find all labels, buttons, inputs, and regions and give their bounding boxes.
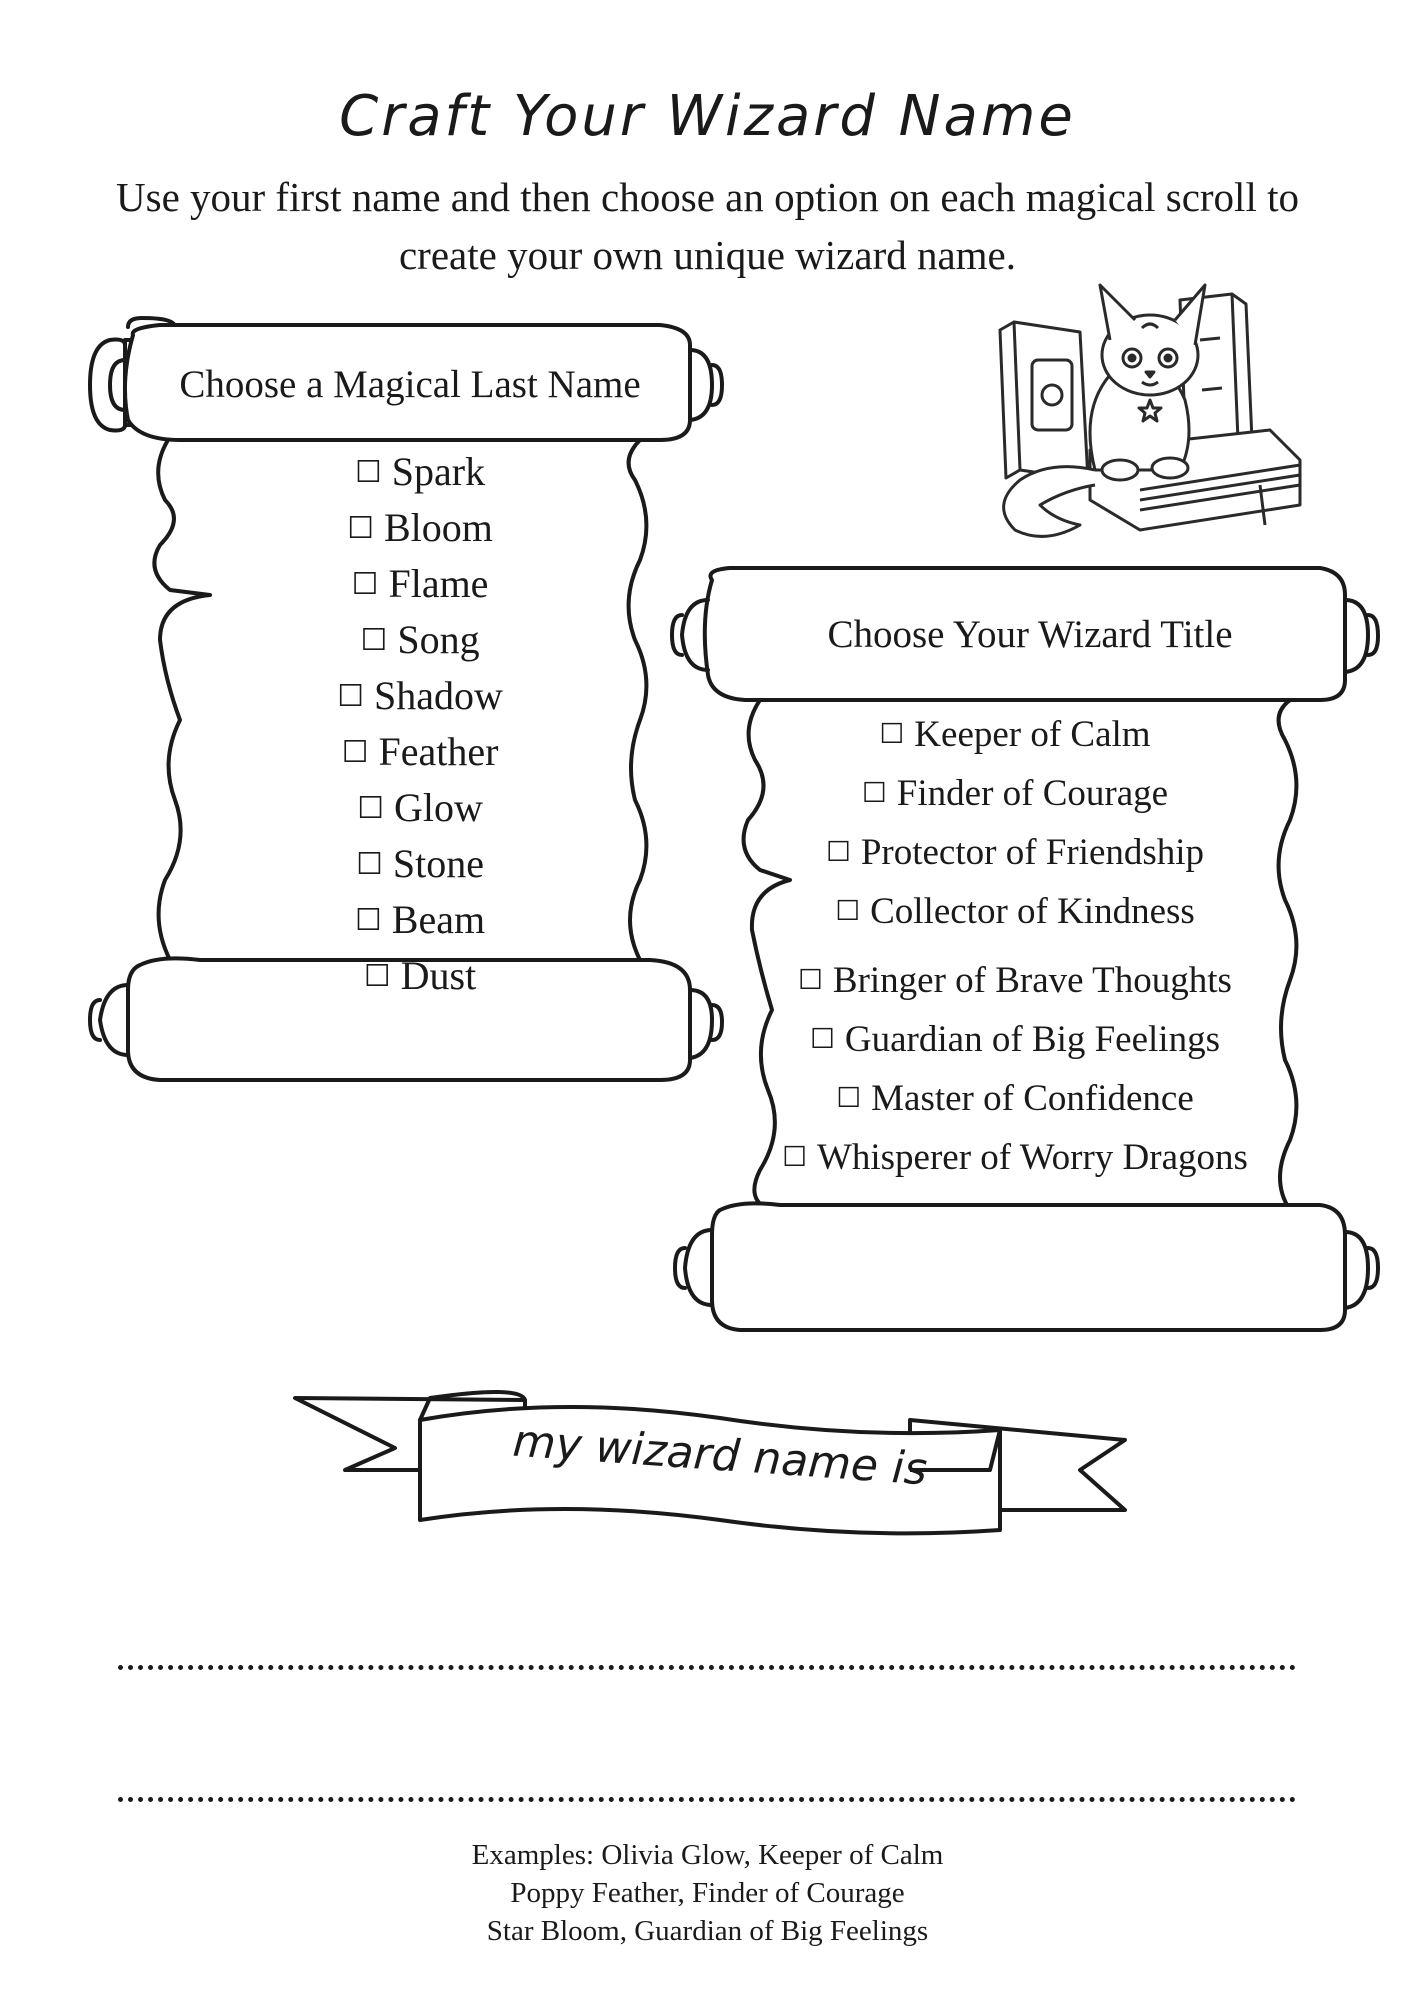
last-name-options <box>160 446 680 1006</box>
checkbox-icon[interactable]: ☐ <box>360 623 388 658</box>
checkbox-icon[interactable]: ☐ <box>825 835 851 868</box>
option-label: Shadow <box>374 673 503 718</box>
option-label: Bloom <box>384 505 493 550</box>
option-label: Dust <box>400 953 477 998</box>
wizard-title-scroll-heading: Choose Your Wizard Title <box>827 613 1233 656</box>
option-label: Glow <box>394 785 483 830</box>
checkbox-icon[interactable]: ☐ <box>357 791 384 826</box>
option-item[interactable] <box>750 1070 1280 1129</box>
option-label: Stone <box>392 841 485 886</box>
checkbox-icon[interactable]: ☐ <box>810 1022 835 1055</box>
option-label: Finder of Courage <box>896 773 1169 814</box>
option-label: Collector of Kindness <box>870 891 1195 932</box>
checkbox-icon[interactable]: ☐ <box>835 894 861 927</box>
option-item[interactable] <box>160 502 680 558</box>
checkbox-icon[interactable]: ☐ <box>363 959 391 994</box>
checkbox-icon[interactable]: ☐ <box>836 1081 862 1114</box>
option-item[interactable] <box>750 1129 1280 1188</box>
option-item[interactable] <box>160 558 680 614</box>
option-label: Spark <box>391 449 486 494</box>
option-item[interactable] <box>160 614 680 670</box>
option-item[interactable] <box>750 952 1280 1011</box>
option-label: Keeper of Calm <box>914 714 1151 755</box>
example-line: Star Bloom, Guardian of Big Feelings <box>486 1915 929 1947</box>
checkbox-icon[interactable]: ☐ <box>861 776 887 809</box>
option-item[interactable] <box>160 782 680 838</box>
wizard-name-banner-label: my wizard name is <box>511 1415 929 1496</box>
name-write-line-2[interactable] <box>118 1797 1296 1802</box>
checkbox-icon[interactable]: ☐ <box>782 1140 807 1173</box>
page-title: Craft Your Wizard Name <box>339 84 1076 149</box>
option-item[interactable] <box>160 894 680 950</box>
option-label: Master of Confidence <box>871 1078 1194 1119</box>
option-item[interactable] <box>750 706 1280 765</box>
example-line: Poppy Feather, Finder of Courage <box>510 1877 905 1909</box>
checkbox-icon[interactable]: ☐ <box>347 511 374 546</box>
option-label: Song <box>397 617 480 662</box>
option-label: Beam <box>391 897 486 942</box>
checkbox-icon[interactable]: ☐ <box>354 455 382 490</box>
option-label: Bringer of Brave Thoughts <box>832 960 1232 1001</box>
option-label: Whisperer of Worry Dragons <box>816 1137 1248 1178</box>
wizard-title-options <box>750 706 1280 1188</box>
checkbox-icon[interactable]: ☐ <box>354 903 382 938</box>
option-item[interactable] <box>160 670 680 726</box>
option-item[interactable] <box>750 1011 1280 1070</box>
instructions-text: Use your first name and then choose an option on each magical scroll to create your own unique wizard name. <box>116 174 1299 278</box>
option-item[interactable] <box>160 950 680 1006</box>
option-item[interactable] <box>750 883 1280 942</box>
examples-block <box>0 1836 1415 1950</box>
option-item[interactable] <box>160 446 680 502</box>
example-line: Examples: Olivia Glow, Keeper of Calm <box>471 1839 944 1871</box>
cat-on-books-icon <box>970 280 1330 550</box>
option-item[interactable] <box>750 824 1280 883</box>
option-item[interactable] <box>750 765 1280 824</box>
checkbox-icon[interactable]: ☐ <box>879 717 905 750</box>
checkbox-icon[interactable]: ☐ <box>341 735 369 770</box>
checkbox-icon[interactable]: ☐ <box>798 963 823 996</box>
option-label: Protector of Friendship <box>860 832 1205 873</box>
checkbox-icon[interactable]: ☐ <box>351 567 379 602</box>
option-item[interactable] <box>160 726 680 782</box>
last-name-scroll-heading: Choose a Magical Last Name <box>179 363 641 406</box>
option-label: Feather <box>378 729 499 774</box>
name-write-line-1[interactable] <box>118 1665 1296 1670</box>
checkbox-icon[interactable]: ☐ <box>337 679 364 714</box>
option-label: Flame <box>388 561 489 606</box>
option-item[interactable] <box>160 838 680 894</box>
option-label: Guardian of Big Feelings <box>844 1019 1220 1060</box>
checkbox-icon[interactable]: ☐ <box>355 847 383 882</box>
